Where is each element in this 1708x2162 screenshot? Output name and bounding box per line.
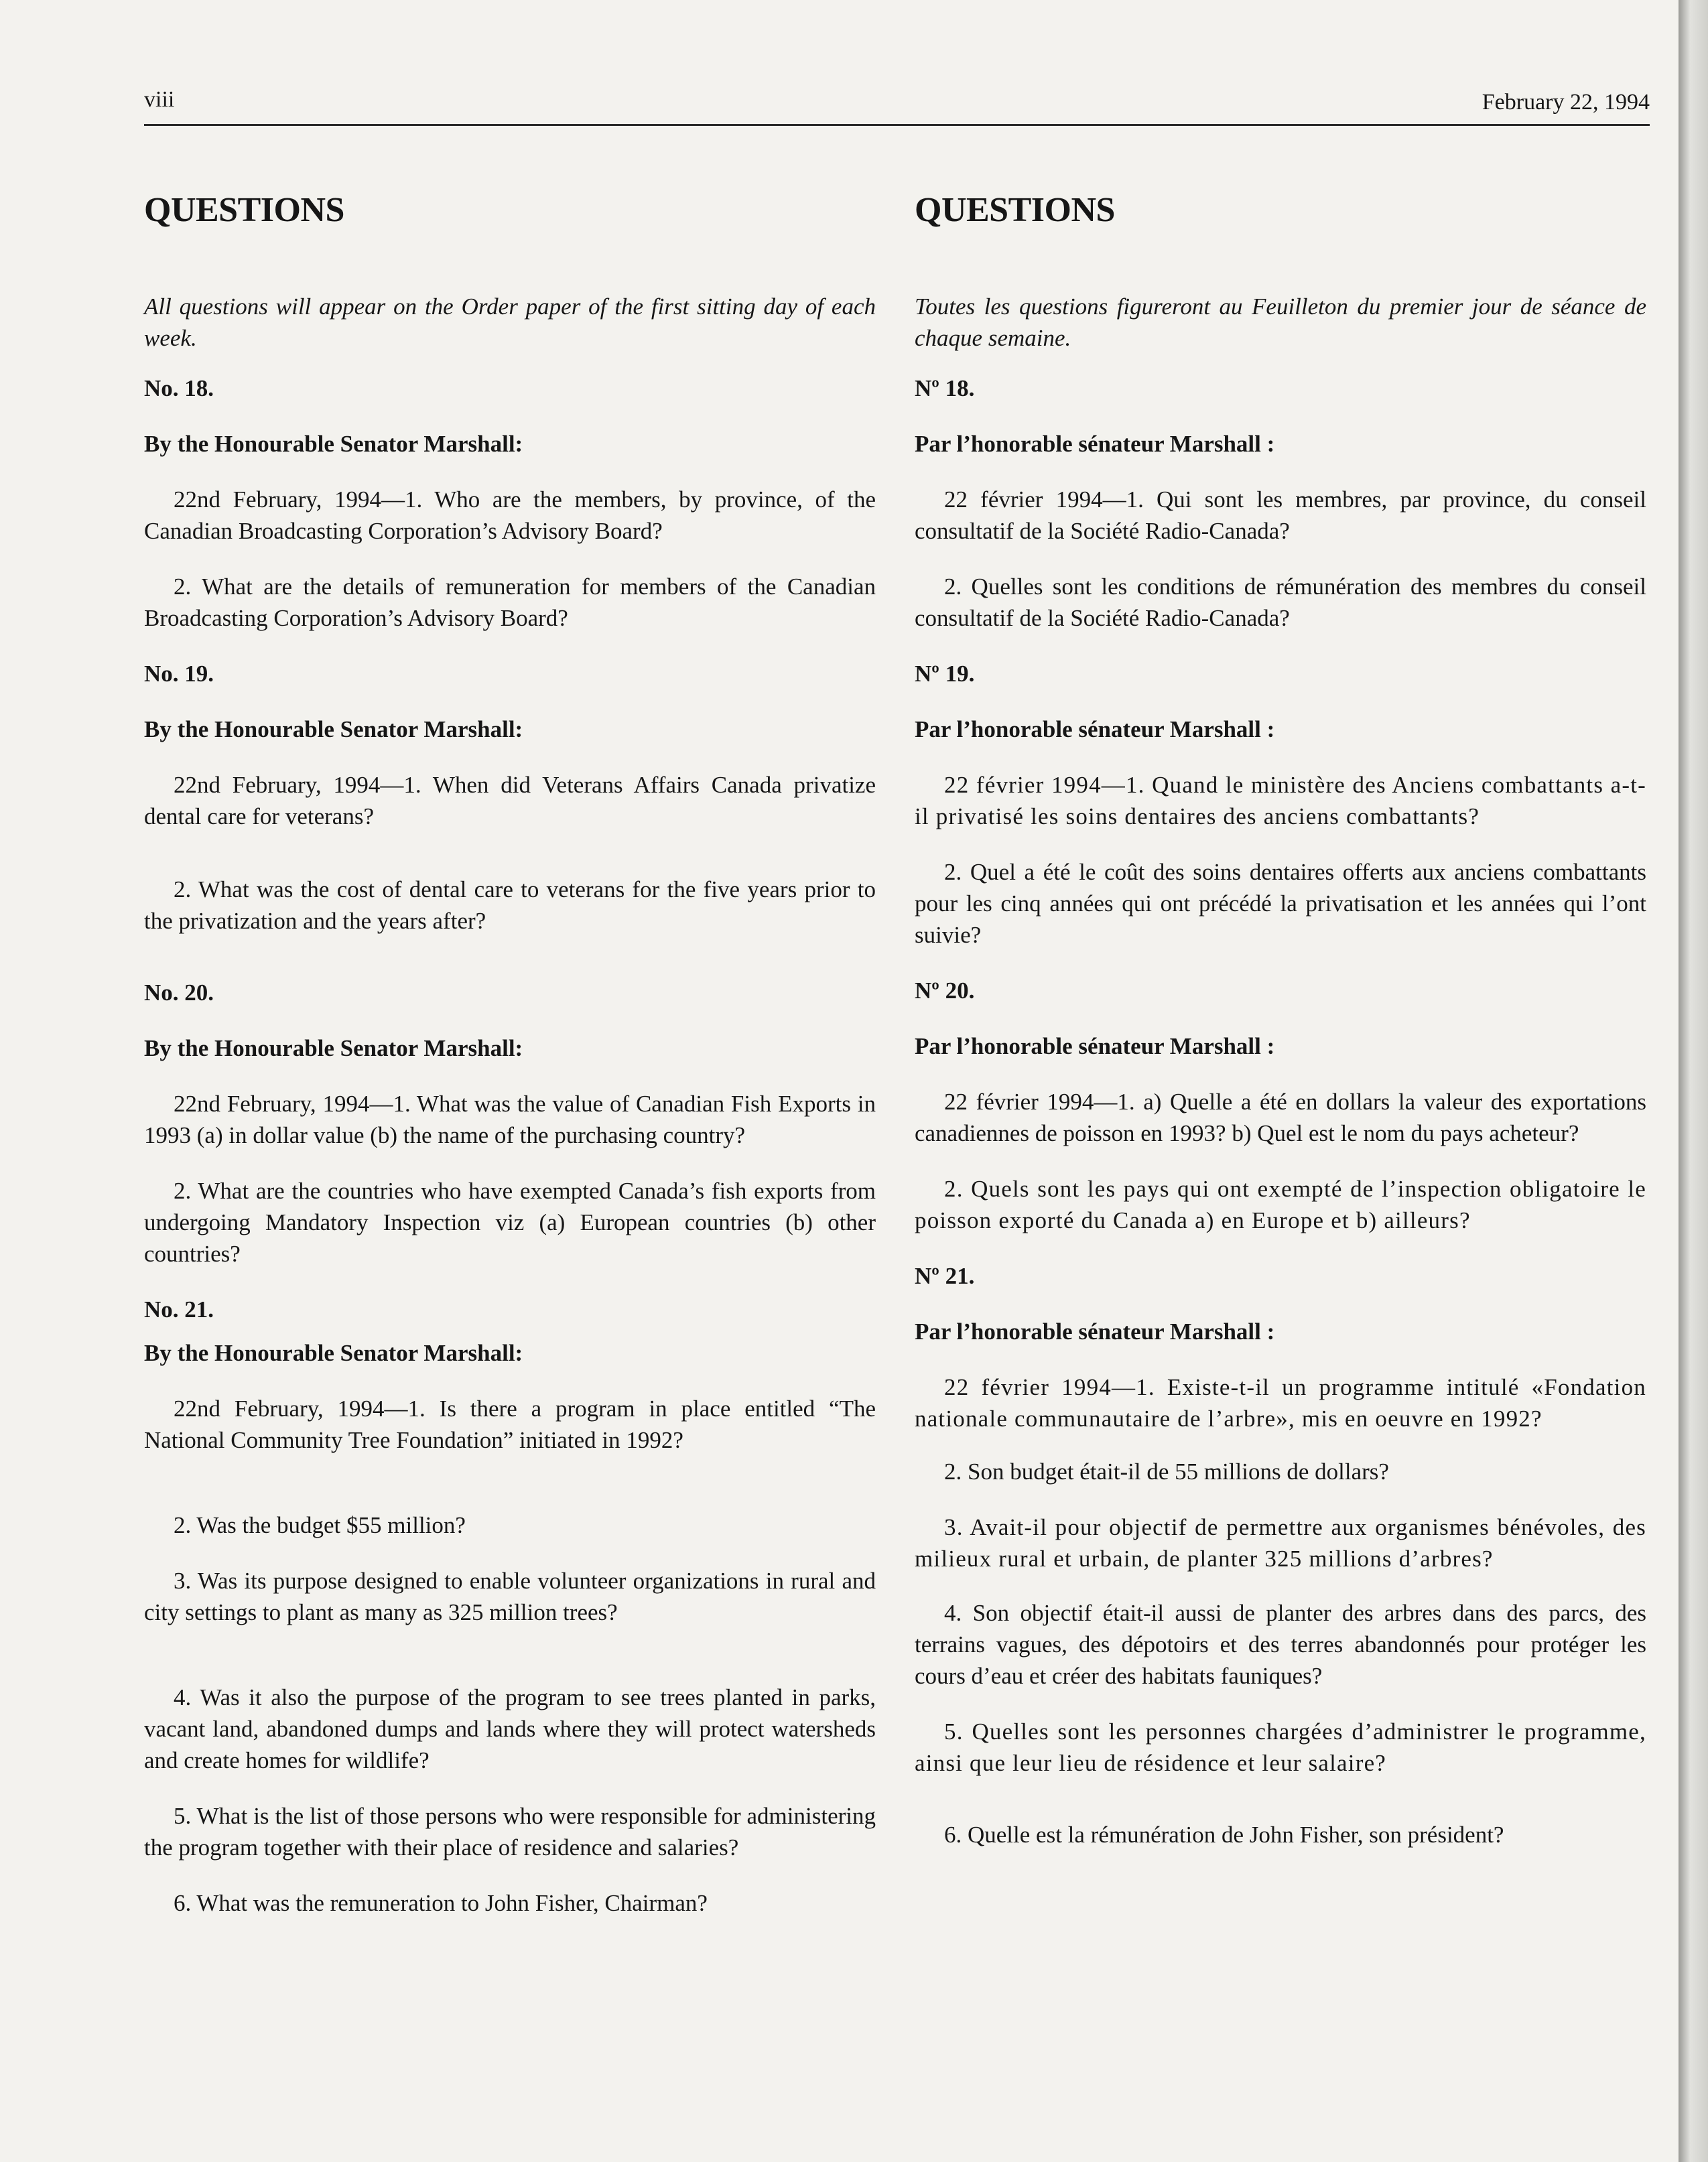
question-item: 4. Son objectif était-il aussi de planter des arbres dans des parcs, des terrains vagues, des dépotoirs et des terres abandonnés pour protéger les cours d’eau et créer des habitats fauniques?	[915, 1600, 1646, 1689]
question-number: No. 20.	[144, 979, 214, 1006]
question-item: 5. What is the list of those persons who were responsible for administering the program together with their place of residence and salaries?	[144, 1803, 876, 1861]
english-column	[144, 190, 876, 1943]
french-column	[915, 190, 1646, 1875]
question-item: 5. Quelles sont les personnes chargées d’administrer le programme, ainsi que leur lieu de résidence et leur salaire?	[915, 1718, 1646, 1776]
question-number: No. 19.	[144, 661, 214, 687]
question-item: 3. Avait-il pour objectif de permettre aux organismes bénévoles, des milieux rural et urbain, de planter 325 millions d’arbres?	[915, 1514, 1646, 1572]
question-item: 22nd February, 1994—1. When did Veterans Affairs Canada privatize dental care for veterans?	[144, 772, 876, 829]
question-author: By the Honourable Senator Marshall:	[144, 716, 523, 742]
question-item: 2. Son budget était-il de 55 millions de dollars?	[944, 1459, 1389, 1485]
question-item: 2. Quel a été le coût des soins dentaires offerts aux anciens combattants pour les cinq années qui ont précédé la privatisation et les années qui l’ont suivie?	[915, 859, 1646, 948]
question-author: By the Honourable Senator Marshall:	[144, 1035, 523, 1061]
question-item: 6. What was the remuneration to John Fisher, Chairman?	[174, 1890, 708, 1916]
question-author: By the Honourable Senator Marshall:	[144, 431, 523, 457]
question-item: 22 février 1994—1. Qui sont les membres, par province, du conseil consultatif de la Société Radio-Canada?	[915, 486, 1646, 544]
header-date: February 22, 1994	[1482, 90, 1650, 115]
section-intro: All questions will appear on the Order paper of the first sitting day of each week.	[144, 293, 876, 351]
question-item: 22nd February, 1994—1. Is there a program in place entitled “The National Community Tree Foundation” initiated in 1992?	[144, 1396, 876, 1453]
question-item: 3. Was its purpose designed to enable volunteer organizations in rural and city settings to plant as many as 325 million trees?	[144, 1568, 876, 1625]
section-title: QUESTIONS	[144, 191, 344, 229]
question-number: Nº 18.	[915, 375, 975, 401]
question-item: 22nd February, 1994—1. What was the value of Canadian Fish Exports in 1993 (a) in dollar value (b) the name of the purchasing country?	[144, 1091, 876, 1148]
section-title: QUESTIONS	[915, 191, 1115, 229]
question-author: Par l’honorable sénateur Marshall :	[915, 431, 1275, 457]
question-number: Nº 21.	[915, 1263, 975, 1289]
section-intro: Toutes les questions figureront au Feuilleton du premier jour de séance de chaque semaine.	[915, 293, 1646, 351]
question-item: 22 février 1994—1. Existe-t-il un programme intitulé «Fondation nationale communautaire de l’arbre», mis en oeuvre en 1992?	[915, 1374, 1646, 1432]
question-item: 2. Was the budget $55 million?	[174, 1512, 466, 1538]
question-author: By the Honourable Senator Marshall:	[144, 1340, 523, 1366]
question-number: Nº 20.	[915, 977, 975, 1004]
header-rule	[144, 124, 1650, 126]
question-author: Par l’honorable sénateur Marshall :	[915, 1319, 1275, 1345]
question-item: 22nd February, 1994—1. Who are the members, by province, of the Canadian Broadcasting Corporation’s Advisory Board?	[144, 486, 876, 544]
question-number: Nº 19.	[915, 661, 975, 687]
question-item: 2. What are the details of remuneration for members of the Canadian Broadcasting Corporation’s Advisory Board?	[144, 573, 876, 631]
question-item: 4. Was it also the purpose of the program to see trees planted in parks, vacant land, abandoned dumps and lands where they will protect watersheds and create homes for wildlife?	[144, 1684, 876, 1773]
question-item: 2. Quelles sont les conditions de rémunération des membres du conseil consultatif de la Société Radio-Canada?	[915, 573, 1646, 631]
question-item: 6. Quelle est la rémunération de John Fisher, son président?	[944, 1822, 1504, 1848]
binding-edge	[1679, 0, 1708, 2162]
question-author: Par l’honorable sénateur Marshall :	[915, 1033, 1275, 1059]
question-item: 2. Quels sont les pays qui ont exempté de l’inspection obligatoire le poisson exporté du Canada a) en Europe et b) ailleurs?	[915, 1176, 1646, 1233]
question-item: 22 février 1994—1. Quand le ministère des Anciens combattants a-t-il privatisé les soins dentaires des anciens combattants?	[915, 772, 1646, 829]
question-number: No. 18.	[144, 375, 214, 401]
question-author: Par l’honorable sénateur Marshall :	[915, 716, 1275, 742]
question-item: 2. What are the countries who have exempted Canada’s fish exports from undergoing Mandatory Inspection viz (a) European countries (b) other countries?	[144, 1178, 876, 1267]
question-item: 2. What was the cost of dental care to veterans for the five years prior to the privatization and the years after?	[144, 876, 876, 934]
question-number: No. 21.	[144, 1296, 214, 1323]
question-item: 22 février 1994—1. a) Quelle a été en dollars la valeur des exportations canadiennes de poisson en 1993? b) Quel est le nom du pays acheteur?	[915, 1089, 1646, 1146]
running-header	[144, 86, 1650, 126]
page-number: viii	[144, 87, 175, 112]
